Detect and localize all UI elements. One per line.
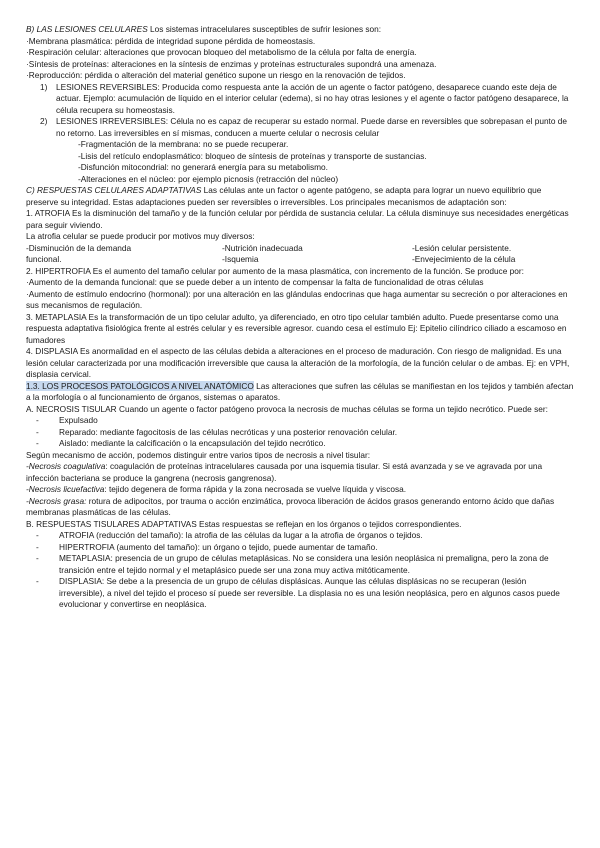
atrofia-paragraph: 1. ATROFIA Es la disminución del tamaño y de la función celular por pérdida de sustancia celular. La célula disminuye sus necesidades energéticas para seguir viviendo.	[26, 208, 569, 230]
bullet-reproduccion: ·Reproducción: pérdida o alteración del material genético supone un riesgo en la renovación de tejidos.	[26, 70, 406, 80]
atrofia-motivos: La atrofia celular se puede producir por motivos muy diversos:	[26, 231, 255, 241]
necrosis-coagulativa: -Necrosis coagulativa: coagulación de proteínas intracelulares causada por una isquemia tisular. Si está avanzada y se ve agravada por una infección bacteriana se produce la gangrena (necrosis gangrenosa).	[26, 461, 543, 483]
list-item: - ATROFIA (reducción del tamaño): la atrofia de las células da lugar a la atrofia de órganos o tejidos.	[36, 530, 423, 540]
bullet-respiracion: ·Respiración celular: alteraciones que provocan bloqueo del metabolismo de la célula por falta de energía.	[26, 47, 417, 57]
necrosis-grasa: -Necrosis grasa: rotura de adipocitos, por trauma o acción enzimática, provoca liberación de ácidos grasos generando entorno ácido que dañas membranas plasmáticas de las células.	[26, 495, 555, 517]
motivo-cell: -Nutrición inadecuada	[222, 242, 303, 253]
hipertrofia-paragraph: 2. HIPERTROFIA Es el aumento del tamaño celular por aumento de la masa plasmática, con incremento de la función. Se produce por:	[26, 265, 524, 276]
sub-item: -Alteraciones en el núcleo: por ejemplo picnosis (retracción del núcleo)	[78, 173, 339, 184]
motivo-cell: -Isquemia	[222, 254, 259, 264]
section-c-intro: C) RESPUESTAS CELULARES ADAPTATIVAS Las células ante un factor o agente patógeno, se adapta para lograr un nuevo equilibrio que preserve su integridad. Estas adaptaciones pueden ser reversibles o irreversibles. Los principales mecanismos de adaptación son:	[26, 185, 542, 207]
list-item: - Reparado: mediante fagocitosis de las células necróticas y una posterior renovación celular.	[36, 426, 398, 437]
hipertrofia-item: ·Aumento de la demanda funcional: que se puede deber a un intento de compensar la falta de funcionalidad de otras células	[26, 277, 484, 287]
sub-item: -Fragmentación de la membrana: no se puede recuperar.	[78, 139, 289, 149]
hipertrofia-item: ·Aumento de estímulo endocrino (hormonal): por una alteración en las glándulas endocrinas que haga aumentar su secreción o por alteraciones en sus mecanismos de regulación.	[26, 288, 568, 310]
motivo-cell: -Envejecimiento de la célula	[412, 254, 516, 264]
mecanismo-paragraph: Según mecanismo de acción, podemos distinguir entre varios tipos de necrosis a nivel tisular:	[26, 449, 371, 460]
displasia-paragraph: 4. DISPLASIA Es anormalidad en el aspecto de las células debida a alteraciones en el proceso de maduración. Con riesgo de malignidad. Es una lesión celular caracterizada por una modificación irreversible que causa la alteración de la morfología, de la función celular o de ambas. Ej: en VPH, displasia cervical.	[26, 346, 570, 379]
list-item: - Expulsado	[36, 415, 98, 425]
section-13-intro: 1.3. LOS PROCESOS PATOLÓGICOS A NIVEL ANATÓMICO Las alteraciones que sufren las células se manifiestan en los tejidos y también afectan a la morfología o al funcionamiento de órganos, sistemas o aparatos.	[26, 380, 574, 402]
sub-item: -Lisis del retículo endoplasmático: bloqueo de síntesis de proteínas y transporte de sustancias.	[78, 150, 427, 161]
motivo-cell: -Lesión celular persistente.	[412, 242, 512, 253]
section-b-title: B) LAS LESIONES CELULARES	[26, 24, 148, 34]
list-item: - METAPLASIA: presencia de un grupo de células metaplásicas. No se considera una lesión neoplásica ni premaligna, pero la zona de transición entre el tejido normal y el metaplásico puede ser una zona muy activa mitóticamente.	[36, 553, 549, 575]
necrosis-licuefactiva: -Necrosis licuefactiva: tejido degenera de forma rápida y la zona necrosada se vuelve líquida y viscosa.	[26, 484, 407, 494]
necrosis-paragraph: A. NECROSIS TISULAR Cuando un agente o factor patógeno provoca la necrosis de muchas células se forma un tejido necrótico. Puede ser:	[26, 403, 548, 414]
motivos-row	[26, 243, 574, 255]
list-item: - HIPERTROFIA (aumento del tamaño): un órgano o tejido, puede aumentar de tamaño.	[36, 541, 378, 552]
list-item: - Aislado: mediante la calcificación o la encapsulación del tejido necrótico.	[36, 438, 326, 448]
section-c-title: C) RESPUESTAS CELULARES ADAPTATIVAS	[26, 185, 202, 195]
list-item-reversibles: 1) LESIONES REVERSIBLES: Producida como respuesta ante la acción de un agente o factor patógeno, desaparece cuando este deja de actuar. Ejemplo: acumulación de líquido en el interior celular (edema), si no hay otras lesiones y el agente o factor patógeno desaparece, la célula recupera su homeostasis.	[40, 81, 569, 115]
motivo-cell: -Disminución de la demanda	[26, 242, 132, 253]
section-13-title-highlighted: 1.3. LOS PROCESOS PATOLÓGICOS A NIVEL ANATÓMICO	[26, 380, 254, 391]
sub-item: -Disfunción mitocondrial: no generará energía para su metabolismo.	[78, 162, 328, 172]
list-item-irreversibles: 2) LESIONES IRREVERSIBLES: Célula no es capaz de recuperar su estado normal. Puede darse en reversibles que sobrepasan el punto de no retorno. Las irreversibles en sí mismas, conducen a muerte celular o necrosis celular	[40, 116, 568, 138]
motivos-row	[26, 254, 574, 266]
respuestas-paragraph: B. RESPUESTAS TISULARES ADAPTATIVAS Estas respuestas se reflejan en los órganos o tejidos correspondientes.	[26, 518, 462, 529]
bullet-sintesis: ·Síntesis de proteínas: alteraciones en la síntesis de enzimas y proteínas estructurales supondrá una amenaza.	[26, 58, 437, 69]
list-item: - DISPLASIA: Se debe a la presencia de un grupo de células displásicas. Aunque las células displásicas no se recuperan (lesión irreversible), a nivel del tejido el proceso sí puede ser reversible. La displasia no es una lesión neoplásica, pero en algunos casos puede evolucionar y convertirse en neoplásica.	[36, 576, 560, 609]
bullet-membrana: ·Membrana plasmática: pérdida de integridad supone pérdida de homeostasis.	[26, 35, 316, 46]
section-b-intro: B) LAS LESIONES CELULARES Los sistemas intracelulares susceptibles de sufrir lesiones son:	[26, 24, 382, 34]
motivo-cell: funcional.	[26, 254, 62, 264]
metaplasia-paragraph: 3. METAPLASIA Es la transformación de un tipo celular adulto, ya diferenciado, en otro tipo celular también adulto. Puede presentarse como una respuesta adaptativa fisiológica frente al estrés celular y es reversible agresor. cuando cesa el estímulo Ej: Epitelio cilíndrico ciliado a escamoso en fumadores	[26, 311, 567, 345]
